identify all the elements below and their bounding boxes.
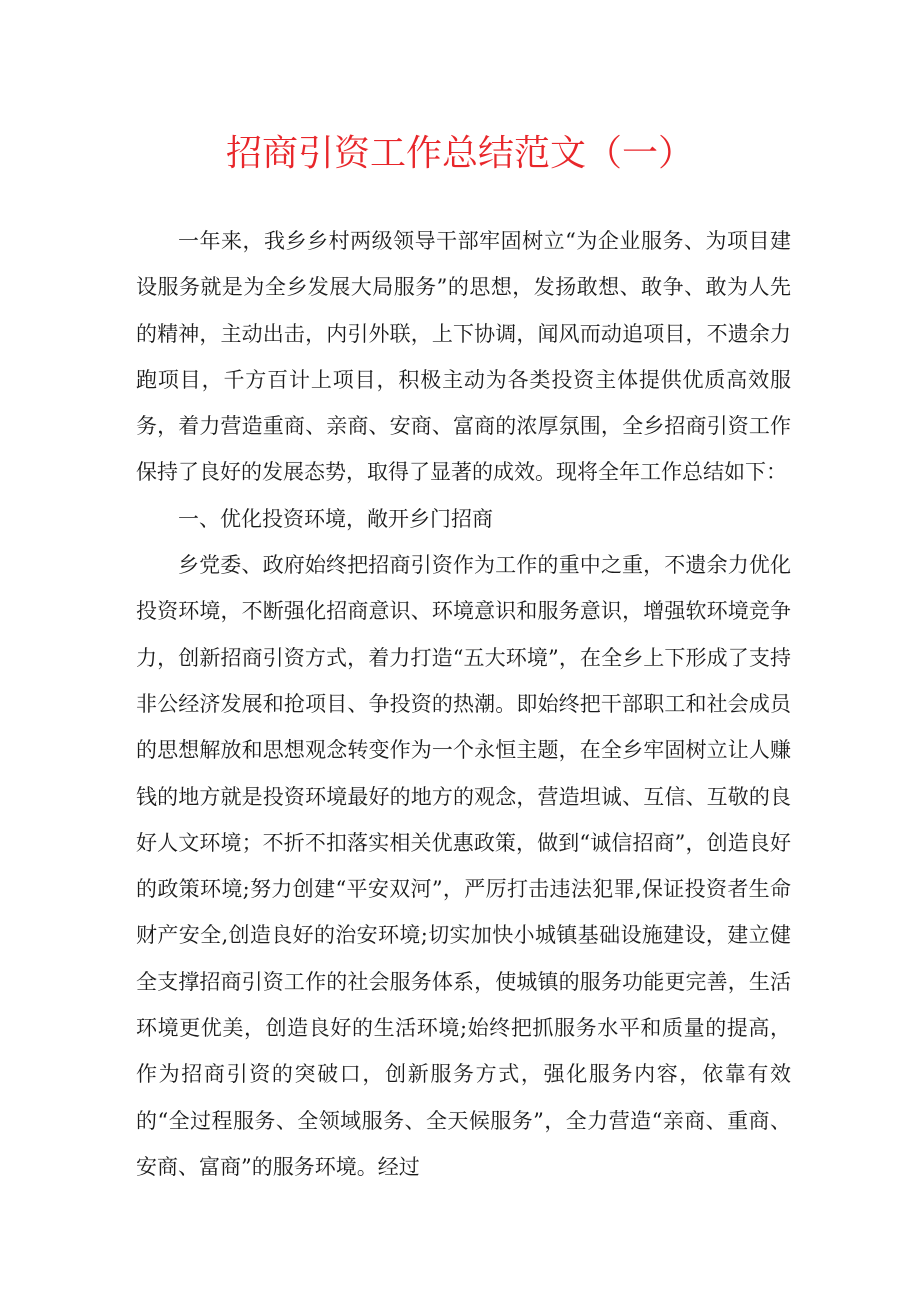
section-heading-1: 一、优化投资环境，敞开乡门招商 xyxy=(178,506,493,531)
paragraph-section-1: 乡党委、政府始终把招商引资作为工作的重中之重，不遗余力优化投资环境，不断强化招商意识、环境意识和服务意识，增强软环境竞争力，创新招商引资方式，着力打造“五大环境”，在全乡上下形成了支持非公经济发展和抢项目、争投资的热潮。即始终把干部职工和社会成员的思想解放和思想观念转变作为一个永恒主题，在全乡牢固树立让人赚钱的地方就是投资环境最好的地方的观念，营造坦诚、互信、互敬的良好人文环境；不折不扣落实相关优惠政策，做到“诚信招商”，创造良好的政策环境;努力创建“平安双河”，严厉打击违法犯罪,保证投资者生命财产安全,创造良好的治安环境;切实加快小城镇基础设施建设，建立健全支撑招商引资工作的社会服务体系，使城镇的服务功能更完善，生活环境更优美，创造良好的生活环境;始终把抓服务水平和质量的提高，作为招商引资的突破口，创新服务方式，强化服务内容，依靠有效的“全过程服务、全领域服务、全天候服务”，全力营造“亲商、重商、安商、富商”的服务环境。经过 xyxy=(136,553,791,1179)
document-title: 招商引资工作总结范文（一） xyxy=(225,133,694,174)
paragraph-intro: 一年来，我乡乡村两级领导干部牢固树立“为企业服务、为项目建设服务就是为全乡发展大局服务”的思想，发扬敢想、敢争、敢为人先的精神，主动出击，内引外联，上下协调，闻风而动追项目，不遗余力跑项目，千方百计上项目，积极主动为各类投资主体提供优质高效服务，着力营造重商、亲商、安商、富商的浓厚氛围，全乡招商引资工作保持了良好的发展态势，取得了显著的成效。现将全年工作总结如下： xyxy=(136,229,791,485)
document-body xyxy=(136,218,791,1190)
